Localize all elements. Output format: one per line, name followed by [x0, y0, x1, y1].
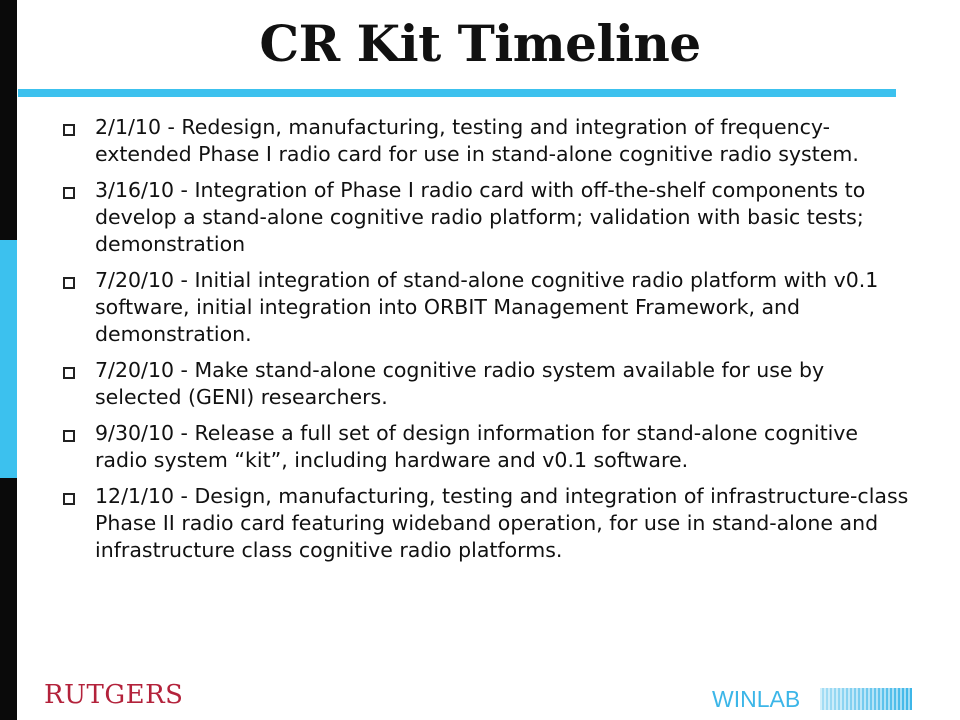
title-underline	[18, 89, 896, 97]
timeline-list	[60, 114, 910, 573]
square-bullet-icon	[63, 430, 75, 442]
list-item	[60, 483, 910, 564]
list-item	[60, 420, 910, 474]
bullet-text: 12/1/10 - Design, manufacturing, testing and integration of infrastructure-class Phase II radio card featuring wideband operation, for use in stand-alone and infrastructure class cognitive radio platforms.	[95, 484, 909, 562]
winlab-logo: WINLAB	[712, 686, 801, 712]
rutgers-logo: RUTGERS	[44, 680, 184, 710]
bullet-text: 2/1/10 - Redesign, manufacturing, testing and integration of frequency-extended Phase I radio card for use in stand-alone cognitive radio system.	[95, 115, 859, 166]
list-item	[60, 114, 910, 168]
winlab-gradient-mark	[820, 688, 912, 710]
square-bullet-icon	[63, 367, 75, 379]
square-bullet-icon	[63, 124, 75, 136]
list-item	[60, 177, 910, 258]
square-bullet-icon	[63, 493, 75, 505]
left-accent-bar	[0, 240, 17, 478]
bullet-text: 7/20/10 - Make stand-alone cognitive radio system available for use by selected (GENI) researchers.	[95, 358, 825, 409]
list-item	[60, 267, 910, 348]
bullet-text: 3/16/10 - Integration of Phase I radio card with off-the-shelf components to develop a stand-alone cognitive radio platform; validation with basic tests; demonstration	[95, 178, 866, 256]
bullet-text: 7/20/10 - Initial integration of stand-alone cognitive radio platform with v0.1 software, initial integration into ORBIT Management Framework, and demonstration.	[95, 268, 879, 346]
square-bullet-icon	[63, 277, 75, 289]
square-bullet-icon	[63, 187, 75, 199]
slide-title: CR Kit Timeline	[259, 14, 701, 73]
list-item	[60, 357, 910, 411]
bullet-text: 9/30/10 - Release a full set of design information for stand-alone cognitive radio system “kit”, including hardware and v0.1 software.	[95, 421, 859, 472]
